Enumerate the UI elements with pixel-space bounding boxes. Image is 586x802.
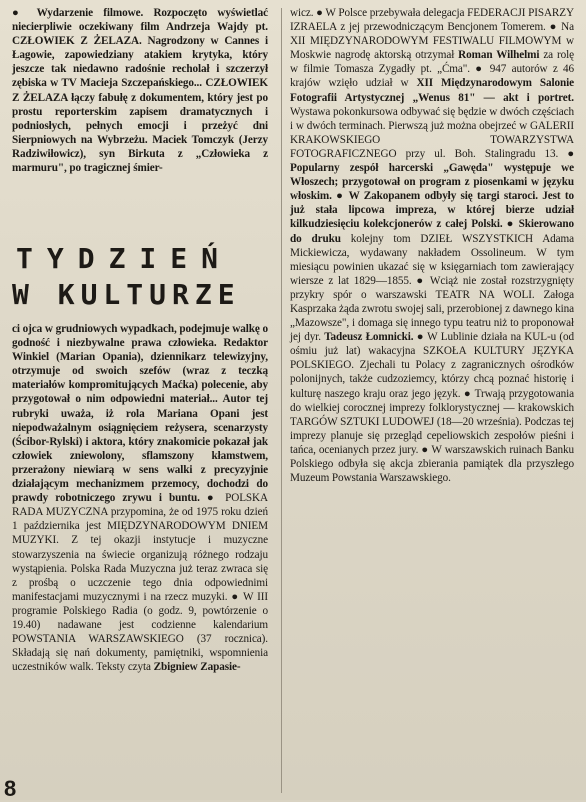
page-number: 8 <box>4 776 17 801</box>
text-run: ● <box>12 7 37 19</box>
paragraph <box>12 6 268 175</box>
section-header-line2: W KULTURZE <box>12 278 241 311</box>
article-column-left-bottom <box>12 322 268 674</box>
paragraph <box>290 6 574 485</box>
text-run: ● POLSKA RADA MUZYCZNA przypomina, że od 1975 roku dzień 1 października jest MIĘDZYNARODOWYM DNIEM MUZYKI. Z tej okazji instytucje i muzyczne stowarzyszenia na świecie organizują różnego rodzaju wystąpienia. Polska Rada Muzyczna już teraz zwraca się z prośbą o uczczenie tego dnia odpowiednimi manifestacjami muzycznymi i na rzecz muzyki. ● W III programie Polskiego Radia (o godz. 9, powtórzenie o 19.40) nadawane jest codzienne kalendarium POWSTANIA WARSZAWSKIEGO (37 rocznica). Składają się nań dokumenty, pamiętniki, wspomnienia uczestników walk. Teksty czyta <box>12 492 269 674</box>
text-run: XII Międzynarodowym Salonie Fotografii Artystycznej „Wenus 81" — akt i portret. <box>290 77 574 104</box>
text-run: ● W Lublinie działa na KUL-u (od ośmiu już lat) wakacyjna SZKOŁA KULTURY JĘZYKA POLSKIEGO. Zjechali tu Polacy z zagranicznych ośrodków polonijnych, także cudzoziemcy, którzy chcą poznać historię i kulturę naszego kraju oraz jego język. ● Trwają przygotowania do wielkiej corocznej imprezy folklorystycznej — krakowskich TARGÓW SZTUKI LUDOWEJ (18—20 września). Podczas tej imprezy planuje się przegląd cepeliowskich zespołów pieśni i tańca, ocenianych przez jury. ● W warszawskich ruinach Banku Polskiego odbyła się akcja zbierania pamiątek dla przyszłego Muzeum Powstania Warszawskiego. <box>290 331 575 485</box>
text-run: Wystawa pokonkursowa odbywać się będzie w dwóch częściach i w dwóch terminach. Pierwszą już można obejrzeć w GALERII KRAKOWSKIEGO TOWARZYSTWA FOTOGRAFICZNEGO przy ul. Boh. Stalingradu 13. ● <box>290 105 574 160</box>
text-run: Tadeusz Łomnicki. <box>324 331 414 344</box>
column-divider <box>281 8 282 793</box>
section-header <box>12 242 274 314</box>
text-run: Popularny zespół harcerski „Gawęda" występuje we Włoszech; przygotował on program z piosenkami w języku włoskim. ● W Zakopanem odbyły się targi staroci. Jest to już stała lipcowa impreza, w której bierze udział kilkudziesięciu kolekcjonerów z całej Polski. ● Skierowano do druku <box>290 162 574 245</box>
text-run: Zbigniew Zapasie- <box>153 661 241 674</box>
text-run: Wydarzenie filmowe. Rozpoczęto wyświetlać niecierpliwie oczekiwany film Andrzeja Wajdy pt. CZŁOWIEK Z ŻELAZA. Nagrodzony w Cannes i Łagowie, zapowiedziany atakiem krytyka, który jeszcze tak niedawno radośnie recholał i szczerzył zębiska w TV Macieja Szczepańskiego... CZŁOWIEK Z ŻELAZA łączy fabułę z dokumentem, który jest po prostu reporterskim zapisem dramatycznych i podniosłych, pełnych emocji i przeżyć dni Sierpniowych na Wybrzeżu. Maciek Tomczyk (Jerzy Radziwiłowicz), syn Birkuta z „Człowieka z marmuru", po tragicznej śmier- <box>12 7 269 175</box>
paragraph <box>12 322 268 674</box>
text-run: Roman Wilhelmi <box>458 49 540 62</box>
section-header-line1: TYDZIEŃ <box>16 242 233 275</box>
text-run: wicz. ● W Polsce przebywała delegacja FEDERACJI PISARZY IZRAELA z jej przewodniczącym Bencjonem Tomerem. ● Na XII MIĘDZYNARODOWYM FESTIWALU FILMOWYM w Moskwie nagrodę aktorską otrzymał <box>290 7 574 62</box>
text-run: kolejny tom DZIEŁ WSZYSTKICH Adama Mickiewicza, wydawany nakładem Ossolineum. W tym miesiącu powinien ukazać się w księgarniach tom zawierający wiersze z lat 1829—1855. ● Wciąż nie został rozstrzygnięty przykry spór o warszawski TEATR NA WOLI. Załoga Kasprzaka żąda zwrotu swojej sali, przerobionej z dawnego kina „Mazowsze", i domaga się innego typu teatru niż to proponował jej dyr. <box>290 232 574 344</box>
text-run: ci ojca w grudniowych wypadkach, podejmuje walkę o godność i niezbywalne prawa człowieka. Redaktor Winkiel (Marian Opania), dziennikarz telewizyjny, otrzymuje od swoich szefów (wraz z teczką materiałów kompromitujących Maćka) polecenie, aby przygotował o nim odpowiedni materiał... Autor tej rubryki uważa, iż rola Mariana Opani jest niepodważalnym osiągnięciem reżysera, scenarzysty (Ścibor-Rylski) i aktora, który znakomicie pokazał jak człowiek zniewolony, sflamszony kłamstwem, przerażony niewiarą w sens walki z precyzyjnie działającym mechanizmem przemocy, dochodzi do prawdy robotniczego zrywu i buntu. <box>12 323 268 505</box>
article-column-right <box>290 6 574 485</box>
text-run: za rolę w filmie Tomasza Zygadły pt. „Ćma". ● 947 autorów z 46 krajów wzięło udział w <box>290 49 574 90</box>
article-column-left-top <box>12 6 268 175</box>
